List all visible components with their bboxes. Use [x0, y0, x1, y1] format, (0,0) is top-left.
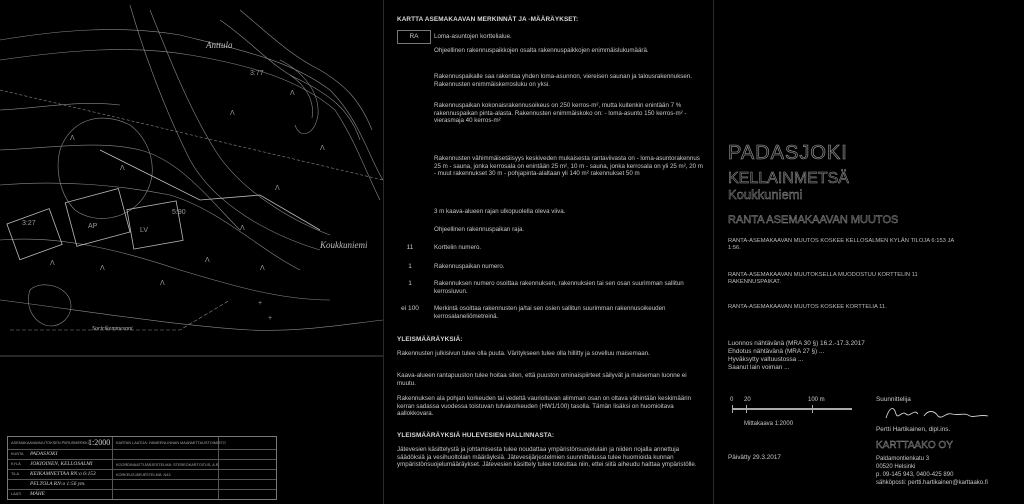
signature — [884, 404, 994, 424]
map-num-label: 3:77 — [250, 70, 264, 77]
svg-text:Λ: Λ — [275, 185, 280, 192]
svg-text:Λ: Λ — [240, 225, 245, 232]
svg-text:Λ: Λ — [50, 260, 55, 267]
general-text: Rakennusten julkisivun tulee olla puuta. Väritykseen tulee olla hillitty ja sovelluu maisemaan. — [397, 350, 650, 357]
svg-text:Λ: Λ — [290, 90, 295, 97]
place-small: Soririkemmesnni — [92, 326, 133, 332]
tb-value: JOKIOINEN, KELLOSALMI — [30, 461, 93, 467]
status-line: Saanut lain voiman ... — [728, 364, 790, 371]
tb-value: MÄHE — [30, 491, 45, 497]
tb-label: LAATI — [11, 492, 22, 496]
scale-tick: 20 — [744, 397, 751, 403]
tb-label: KUNTA — [11, 452, 24, 456]
scale-tick: 100 m — [808, 397, 825, 403]
code-box: RA — [397, 30, 431, 44]
hulevesi-heading: YLEISMÄÄRÄYKSIÄ HULEVESIEN HALLINNASTA: — [397, 432, 555, 439]
title-panel — [714, 0, 1024, 504]
tb-right-row: KOORDINAATTIJÄRJESTELMÄ: STEREOKARTOITUS, A.R. — [116, 463, 220, 467]
tb-label: KYLÄ — [11, 462, 21, 466]
tb-value: KEIKAMNETTAA RN:o 6:153 — [30, 471, 96, 477]
tb-value: PELTOLA RN:o 1:56 ym. — [30, 481, 86, 487]
hulevesi-text: Jätevesien käsittelystä ja johtamisesta tulee noudattaa ympäristönsuojelulain ja niiden nojalla annettuja säädöksiä ja vesihuoltolain määräyksiä. Jätevesijärjestelmien suunnittelussa tulee huomioida kunnan ympäristönsuojelumääräykset. Jätevesien käsittely tulee toteuttaa niin, ettei siitä aiheudu haittaa ympäristölle. — [397, 446, 697, 469]
map-code-label: AP — [88, 223, 98, 230]
status-line: Luonnos nähtävänä (MRA 30 §) 16.2.-17.3.2017 — [728, 340, 865, 347]
tb-label: TILA — [11, 472, 20, 476]
svg-text:+: + — [258, 300, 263, 307]
scale-label: Mittakaava 1:2000 — [744, 421, 794, 427]
scale-bar — [730, 397, 882, 420]
general-heading: YLEISMÄÄRÄYKSIÄ: — [397, 336, 463, 343]
designer-name: Pertti Hartikainen, dipl.ins. — [876, 426, 951, 433]
plan-desc: RANTA-ASEMAKAAVAN MUUTOKSELLA MUODOSTUU KORTTELIN 11 RAKENNUSPAIKAT. — [728, 272, 918, 285]
place-koukkuniemi: Koukkuniemi — [320, 240, 368, 250]
map-num-label: 5:90 — [172, 209, 186, 216]
svg-text:Λ: Λ — [320, 145, 325, 152]
plan-desc: RANTA-ASEMAKAAVAN MUUTOS KOSKEE KORTTELIA 11. — [728, 304, 887, 310]
legend-item: Merkintä osoittaa rakennusten ja/tai sen osien sallitun suurimman rakennusoikeuden kerrosalaneliömetreinä. — [434, 305, 666, 320]
place-anttula: Anttula — [206, 40, 233, 50]
svg-text:Λ: Λ — [205, 257, 210, 264]
tb-right-row: KORKEUSJÄRJESTELMÄ: N43 — [116, 473, 171, 477]
legend-item: Loma-asuntojen korttelialue. — [434, 33, 512, 40]
scale-value: 1:2000 — [88, 438, 111, 447]
svg-text:Λ: Λ — [260, 265, 265, 272]
legend-item: Ohjeellinen rakennuspaikan raja. — [434, 226, 525, 233]
tb-right-row: KARTAN LAATIJA: HÄMEENLINNAN MAANMITTAUSTOIMISTO — [116, 441, 226, 445]
legend-item: Rakennuksen numero osoittaa rakennuksen, rakennuksien tai sen osan suurimman sallitun kerrosluvun. — [434, 280, 684, 295]
area-title: Koukkuniemi — [728, 187, 803, 202]
legend-item: Korttelin numero. — [434, 244, 482, 251]
map-num-label: 3:27 — [22, 220, 36, 227]
legend-panel — [383, 0, 713, 504]
village-title: KELLAINMETSÄ — [728, 170, 849, 187]
svg-text:Λ: Λ — [120, 165, 125, 172]
title-block — [7, 436, 277, 500]
plan-type-label: ASEMAKAAVAMUUTOKSEN PIIRUSMERKKI — [11, 441, 89, 445]
svg-text:Λ: Λ — [70, 135, 75, 142]
scale-tick: 0 — [730, 397, 734, 403]
tb-value: PADASJOKI — [30, 451, 58, 457]
status-line: Ehdotus nähtävänä (MRA 27 §) ... — [728, 348, 825, 355]
general-text: Kaava-alueen rantapuuston tulee hoitaa siten, että puuston ominaispiirteet säilyvät ja maiseman luonne ei muutu. — [397, 372, 687, 387]
legend-item: Rakennuspaikan kokonaisrakennusoikeus on 250 kerros-m², mutta kuitenkin enintään 7 % rakennuspaikan pinta-alasta. Rakennusten enimmäiskoko on: - loma-asunto 150 kerros-m² - vierasmaja 40 kerros-m² — [434, 102, 687, 125]
plan-desc: RANTA-ASEMAKAAVAN MUUTOS KOSKEE KELLOSALMEN KYLÄN TILOJA 6:153 JA 1:56. — [728, 238, 954, 251]
svg-text:Λ: Λ — [160, 280, 165, 287]
status-line: Hyväksytty valtuustossa ... — [728, 356, 804, 363]
address-line: p. 09-145 943, 0400-425 890 — [876, 472, 954, 478]
plan-title: RANTA ASEMAKAAVAN MUUTOS — [728, 214, 899, 226]
legend-item: Ohjeellinen rakennuspaikkojen osalta rakennuspaikkojen enimmäislukumäärä. — [434, 47, 649, 54]
map-code-label: LV — [140, 227, 149, 234]
date: Päivätty 29.3.2017 — [728, 454, 781, 461]
designer-label: Suunnittelija — [876, 396, 911, 403]
legend-symbol: 11 — [406, 244, 414, 251]
map-drawing — [0, 0, 383, 504]
general-text: Rakennuksen ala pohjan korkeuden tai vedeltä vaurioituvan alimman osan on oltava vähintään keskimäärin kerran sadassa vuodessa toistuvan tulvakorkeuden (HW1/100) tasolla. Tämän lisäksi on huomioitava aallokkovara. — [397, 395, 692, 418]
legend-symbol: ei 100 — [401, 305, 419, 312]
legend-item: Rakennuspaikan numero. — [434, 263, 505, 270]
legend-symbol: 1 — [408, 280, 412, 287]
legend-item: Rakennuspaikalle saa rakentaa yhden loma-asunnon, viereisen saunan ja talousrakennuksen. Rakennusten enimmäiskerrosluku on yksi. — [434, 73, 692, 88]
legend-heading: KARTTA ASEMAKAAVAN MERKINNÄT JA -MÄÄRÄYKSET: — [397, 16, 579, 23]
address-line: 00520 Helsinki — [876, 464, 916, 470]
svg-text:+: + — [268, 315, 273, 322]
address-line: sähköposti: pertti.hartikainen@karttaako.fi — [876, 480, 988, 486]
svg-text:Λ: Λ — [100, 265, 105, 272]
company-name: KARTTAAKO OY — [876, 440, 953, 451]
legend-item: Rakennusten vähimmäisetäisyys keskiveden mukaisesta rantaviivasta on - loma-asuntorakennus 25 m - sauna, jonka kerrosala on enintään 25 m², 10 m - sauna, jonka kerrosala on yli 25 m², 20 m - muut rakennukset 30 m - pohjapinta-alaltaan yli 140 m² rakennukset 50 m — [434, 155, 703, 178]
municipality-title: PADASJOKI — [728, 142, 848, 164]
plan-map — [0, 0, 383, 504]
svg-text:Λ: Λ — [230, 110, 235, 117]
legend-item: 3 m kaava-alueen rajan ulkopuolella oleva viiva. — [434, 208, 566, 215]
address-line: Paldamontienkatu 3 — [876, 456, 930, 462]
legend-symbol: 1 — [408, 263, 412, 270]
